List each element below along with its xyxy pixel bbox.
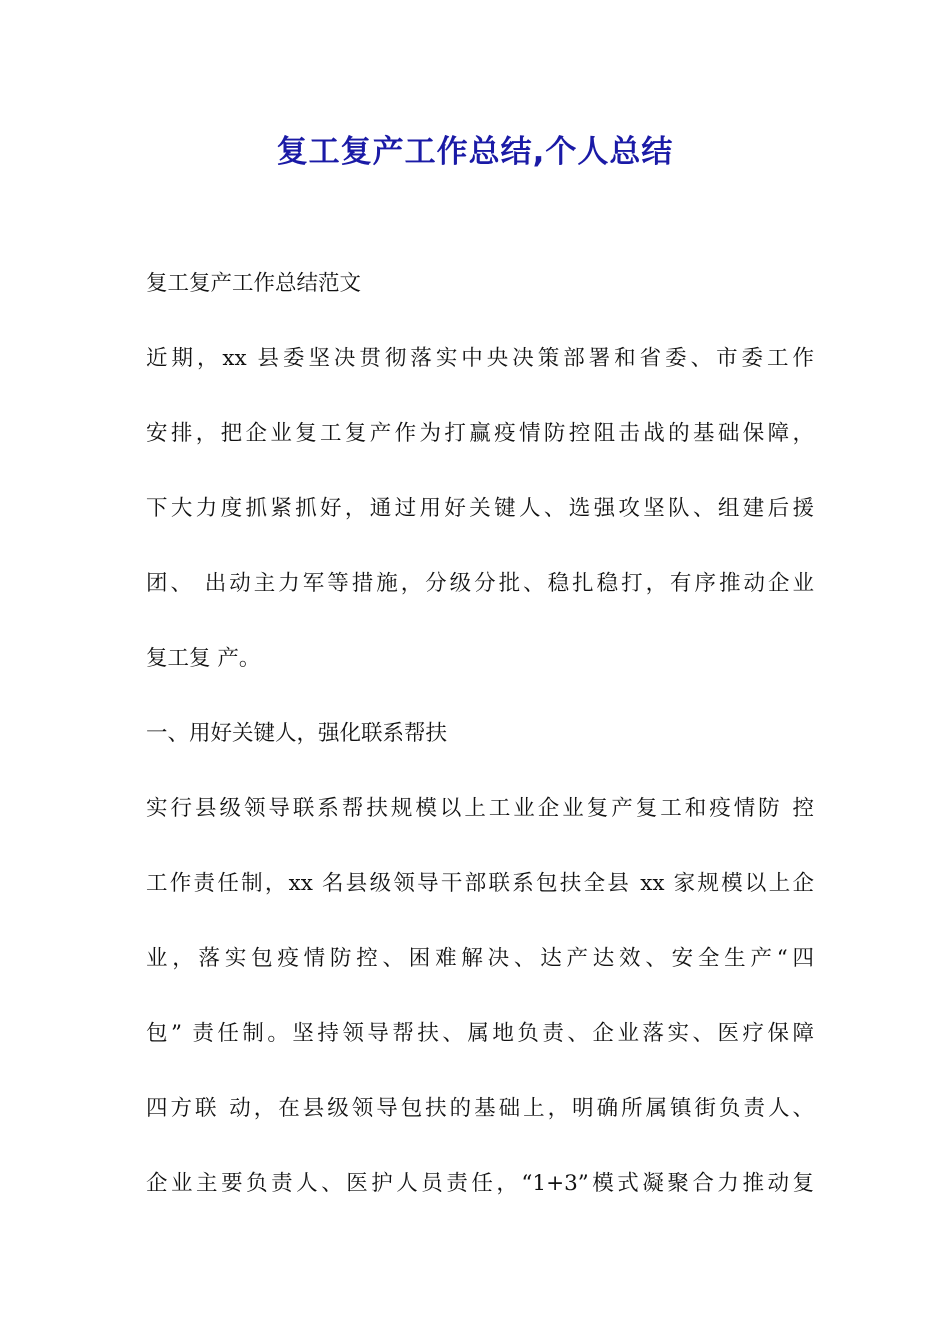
paragraph-line: 下大力度抓紧抓好，通过用好关键人、选强攻坚队、组建后援 [146,496,814,521]
paragraph-line: 复工复 产。 [146,646,261,671]
paragraph-line: 实行县级领导联系帮扶规模以上工业企业复产复工和疫情防 控 [146,796,814,821]
paragraph-line: 业，落实包疫情防控、困难解决、达产达效、安全生产“四 [146,946,814,971]
paragraph-line: 包” 责任制。坚持领导帮扶、属地负责、企业落实、医疗保障 [146,1021,814,1046]
document-title: 复工复产工作总结,个人总结 [276,134,674,170]
paragraph-line: 企业主要负责人、医护人员责任，“1+3”模式凝聚合力推动复 [146,1171,814,1196]
paragraph-line: 团、 出动主力军等措施，分级分批、稳扎稳打，有序推动企业 [146,571,814,596]
paragraph-line: 工作责任制，xx 名县级领导干部联系包扶全县 xx 家规模以上企 [146,871,814,896]
subtitle-line: 复工复产工作总结范文 [146,271,362,296]
section-heading: 一、用好关键人，强化联系帮扶 [146,721,448,746]
paragraph-line: 四方联 动，在县级领导包扶的基础上，明确所属镇街负责人、 [146,1096,814,1121]
paragraph-line: 近期，xx 县委坚决贯彻落实中央决策部署和省委、市委工作 [146,346,814,371]
paragraph-line: 安排，把企业复工复产作为打赢疫情防控阻击战的基础保障， [146,421,814,446]
